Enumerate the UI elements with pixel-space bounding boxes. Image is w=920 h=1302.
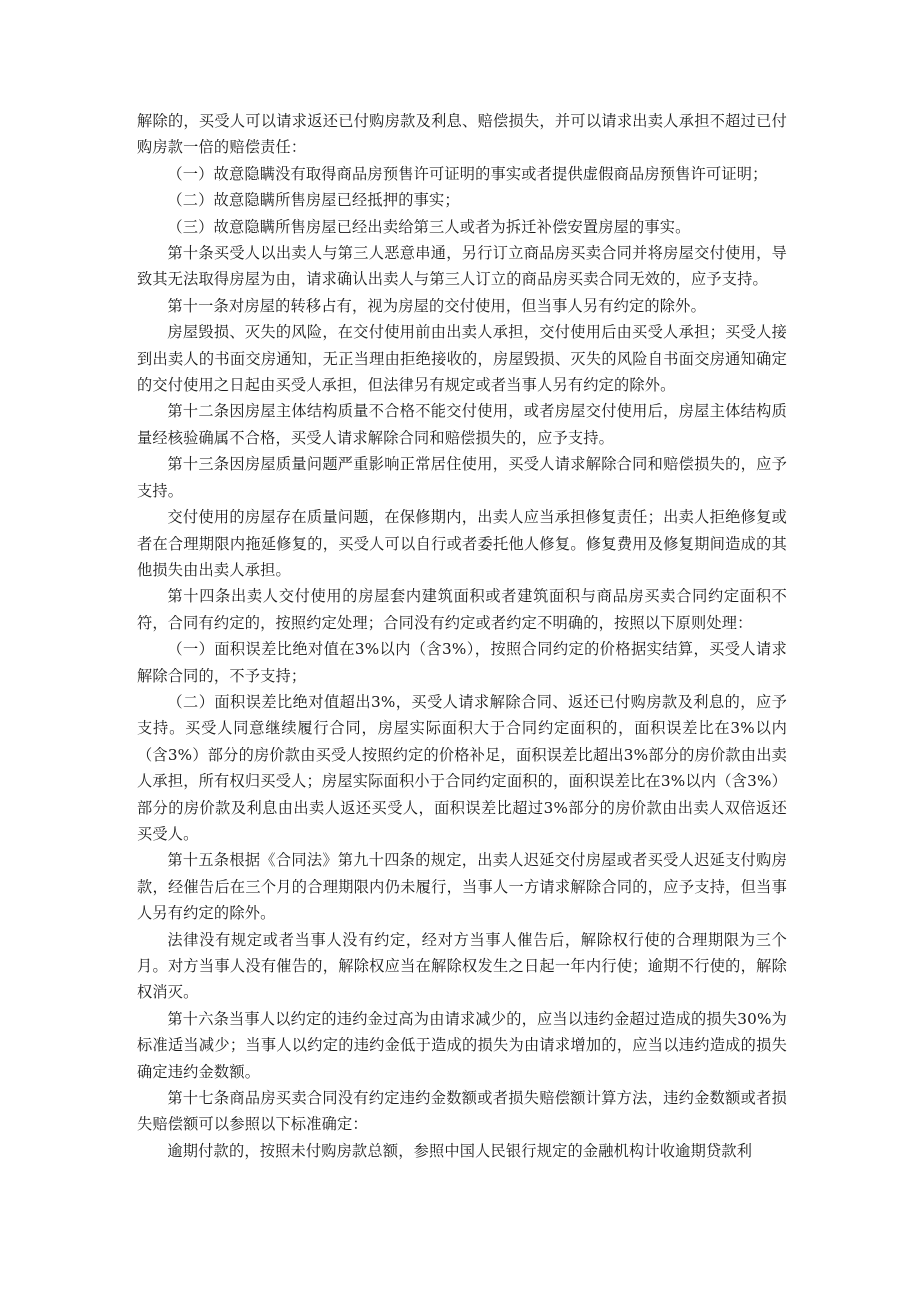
article-11-paragraph-2: 房屋毁损、灭失的风险，在交付使用前由出卖人承担，交付使用后由买受人承担；买受人接到出卖人的书面交房通知，无正当理由拒绝接收的，房屋毁损、灭失的风险自书面交房通知确定的交付使用之日起由买受人承担，但法律另有规定或者当事人另有约定的除外。 <box>137 323 787 395</box>
document-page <box>137 108 787 1164</box>
article-13-paragraph-2: 交付使用的房屋存在质量问题，在保修期内，出卖人应当承担修复责任；出卖人拒绝修复或者在合理期限内拖延修复的，买受人可以自行或者委托他人修复。修复费用及修复期间造成的其他损失由出卖人承担。 <box>137 508 787 579</box>
article-14-item-1: （一）面积误差比绝对值在3%以内（含3%），按照合同约定的价格据实结算，买受人请求解除合同的，不予支持； <box>137 640 787 685</box>
list-item-3: （三）故意隐瞒所售房屋已经出卖给第三人或者为拆迁补偿安置房屋的事实。 <box>167 217 691 236</box>
list-item-2: （二）故意隐瞒所售房屋已经抵押的事实； <box>167 191 460 210</box>
article-17-paragraph-2: 逾期付款的，按照未付购房款总额，参照中国人民银行规定的金融机构计收逾期贷款利 <box>167 1141 753 1160</box>
list-item-1: （一）故意隐瞒没有取得商品房预售许可证明的事实或者提供虚假商品房预售许可证明； <box>167 164 768 183</box>
article-15-paragraph-2: 法律没有规定或者当事人没有约定，经对方当事人催告后，解除权行使的合理期限为三个月。对方当事人没有催告的，解除权应当在解除权发生之日起一年内行使；逾期不行使的，解除权消灭。 <box>137 930 787 1002</box>
paragraph-continuation: 解除的，买受人可以请求返还已付购房款及利息、赔偿损失，并可以请求出卖人承担不超过已付购房款一倍的赔偿责任： <box>137 112 787 157</box>
article-14-item-2: （二）面积误差比绝对值超出3%，买受人请求解除合同、返还已付购房款及利息的，应予支持。买受人同意继续履行合同，房屋实际面积大于合同约定面积的，面积误差比在3%以内（含3%）部分的房价款由买受人按照约定的价格补足，面积误差比超出3%部分的房价款由出卖人承担，所有权归买受人；房屋实际面积小于合同约定面积的，面积误差比在3%以内（含3%）部分的房价款及利息由出卖人返还买受人，面积误差比超过3%部分的房价款由出卖人双倍返还买受人。 <box>137 692 787 843</box>
article-11: 第十一条对房屋的转移占有，视为房屋的交付使用，但当事人另有约定的除外。 <box>167 296 706 315</box>
article-12: 第十二条因房屋主体结构质量不合格不能交付使用，或者房屋交付使用后，房屋主体结构质量经核验确属不合格，买受人请求解除合同和赔偿损失的，应予支持。 <box>137 402 787 447</box>
article-16: 第十六条当事人以约定的违约金过高为由请求减少的，应当以违约金超过造成的损失30%为标准适当减少；当事人以约定的违约金低于造成的损失为由请求增加的，应当以违约造成的损失确定违约金数额。 <box>137 1009 787 1081</box>
article-10: 第十条买受人以出卖人与第三人恶意串通，另行订立商品房买卖合同并将房屋交付使用，导致其无法取得房屋为由，请求确认出卖人与第三人订立的商品房买卖合同无效的，应予支持。 <box>137 244 787 289</box>
article-15: 第十五条根据《合同法》第九十四条的规定，出卖人迟延交付房屋或者买受人迟延支付购房款，经催告后在三个月的合理期限内仍未履行，当事人一方请求解除合同的，应予支持，但当事人另有约定的除外。 <box>137 851 787 923</box>
article-13: 第十三条因房屋质量问题严重影响正常居住使用，买受人请求解除合同和赔偿损失的，应予支持。 <box>137 455 787 500</box>
article-14: 第十四条出卖人交付使用的房屋套内建筑面积或者建筑面积与商品房买卖合同约定面积不符，合同有约定的，按照约定处理；合同没有约定或者约定不明确的，按照以下原则处理： <box>137 587 787 632</box>
article-17: 第十七条商品房买卖合同没有约定违约金数额或者损失赔偿额计算方法，违约金数额或者损失赔偿额可以参照以下标准确定： <box>137 1089 787 1134</box>
